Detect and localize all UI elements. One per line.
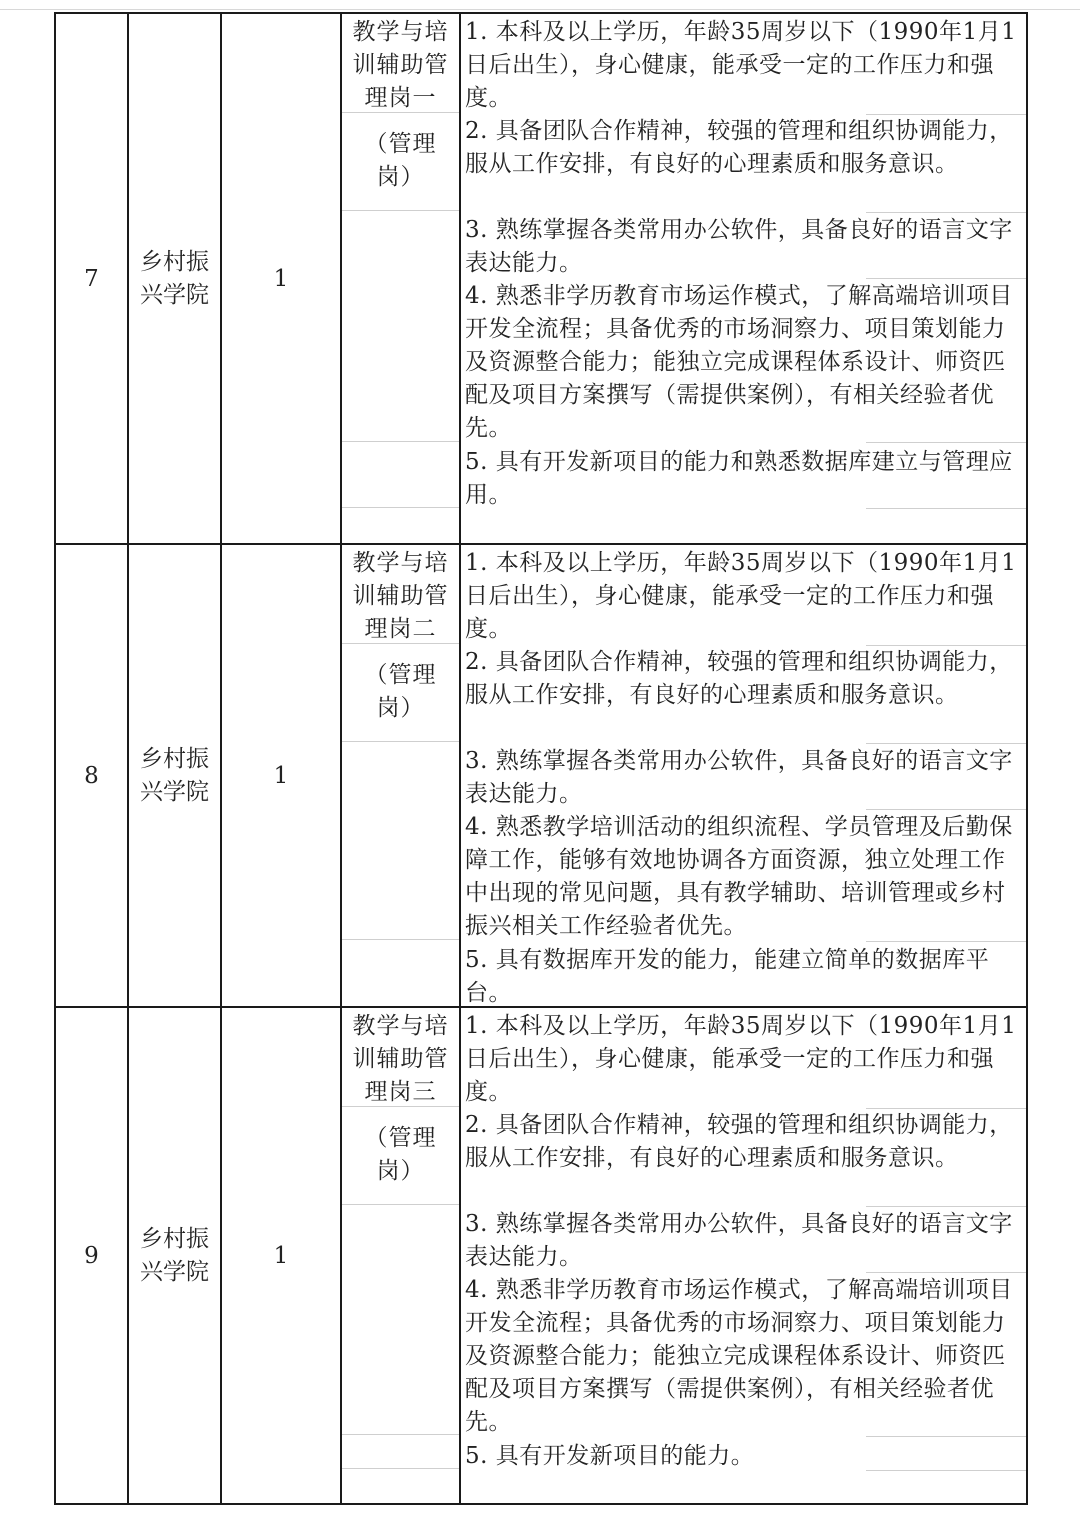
requirement-item: 2. 具备团队合作精神，较强的管理和组织协调能力，服从工作安排，有良好的心理素质和服务意识。 xyxy=(465,649,1013,708)
table-row xyxy=(56,543,1026,1006)
requirement-item: 5. 具有数据库开发的能力，能建立简单的数据库平台。 xyxy=(465,947,990,1006)
department-text: 乡村振兴学院 xyxy=(140,1225,209,1285)
requirement-item: 5. 具有开发新项目的能力。 xyxy=(465,1443,755,1469)
department-text: 乡村振兴学院 xyxy=(140,745,209,805)
post-title: 教学与培训辅助管理岗三 xyxy=(352,1013,449,1105)
requirement-item: 3. 熟练掌握各类常用办公软件，具备良好的语言文字表达能力。 xyxy=(465,1211,1013,1270)
table-row xyxy=(56,14,1026,543)
post-title: 教学与培训辅助管理岗二 xyxy=(352,550,449,642)
requirement-item: 3. 熟练掌握各类常用办公软件，具备良好的语言文字表达能力。 xyxy=(465,748,1013,807)
requirement-item: 4. 熟悉非学历教育市场运作模式，了解高端培训项目开发全流程；具备优秀的市场洞察力、项目策划能力及资源整合能力；能独立完成课程体系设计、师资匹配及项目方案撰写（需提供案例），有相关经验者优先。 xyxy=(465,283,1013,441)
department xyxy=(129,14,220,543)
requirement-item: 3. 熟练掌握各类常用办公软件，具备良好的语言文字表达能力。 xyxy=(465,217,1013,276)
requirements xyxy=(461,545,1026,1006)
post-name xyxy=(342,14,459,194)
requirements xyxy=(461,14,1026,543)
requirement-item: 2. 具备团队合作精神，较强的管理和组织协调能力，服从工作安排，有良好的心理素质和服务意识。 xyxy=(465,118,1013,177)
job-requirements-table xyxy=(54,12,1028,1505)
table-row xyxy=(56,1006,1026,1503)
position-count: 1 xyxy=(273,1242,289,1269)
row-number: 9 xyxy=(84,1242,99,1269)
department-text: 乡村振兴学院 xyxy=(140,248,209,308)
row-number: 8 xyxy=(84,762,99,789)
position-count: 1 xyxy=(273,762,289,789)
requirement-item: 1. 本科及以上学历，年龄35周岁以下（1990年1月1日后出生），身心健康，能承受一定的工作压力和强度。 xyxy=(465,1013,1017,1105)
requirement-item: 1. 本科及以上学历，年龄35周岁以下（1990年1月1日后出生），身心健康，能承受一定的工作压力和强度。 xyxy=(465,550,1017,642)
requirement-item: 1. 本科及以上学历，年龄35周岁以下（1990年1月1日后出生），身心健康，能承受一定的工作压力和强度。 xyxy=(465,19,1017,111)
requirement-item: 5. 具有开发新项目的能力和熟悉数据库建立与管理应用。 xyxy=(465,449,1013,508)
post-type: （管理岗） xyxy=(364,662,437,721)
position-count: 1 xyxy=(273,265,289,292)
department xyxy=(129,545,220,1006)
requirement-item: 2. 具备团队合作精神，较强的管理和组织协调能力，服从工作安排，有良好的心理素质和服务意识。 xyxy=(465,1112,1013,1171)
department xyxy=(129,1008,220,1503)
row-number: 7 xyxy=(84,265,99,292)
requirements xyxy=(461,1008,1026,1503)
page-top-rule xyxy=(0,9,1080,10)
requirement-item: 4. 熟悉教学培训活动的组织流程、学员管理及后勤保障工作，能够有效地协调各方面资源，独立处理工作中出现的常见问题，具有教学辅助、培训管理或乡村振兴相关工作经验者优先。 xyxy=(465,814,1013,939)
post-name xyxy=(342,1008,459,1188)
post-type: （管理岗） xyxy=(364,131,437,190)
post-type: （管理岗） xyxy=(364,1125,437,1184)
post-title: 教学与培训辅助管理岗一 xyxy=(352,19,449,111)
post-name xyxy=(342,545,459,725)
requirement-item: 4. 熟悉非学历教育市场运作模式，了解高端培训项目开发全流程；具备优秀的市场洞察力、项目策划能力及资源整合能力；能独立完成课程体系设计、师资匹配及项目方案撰写（需提供案例），有相关经验者优先。 xyxy=(465,1277,1013,1435)
